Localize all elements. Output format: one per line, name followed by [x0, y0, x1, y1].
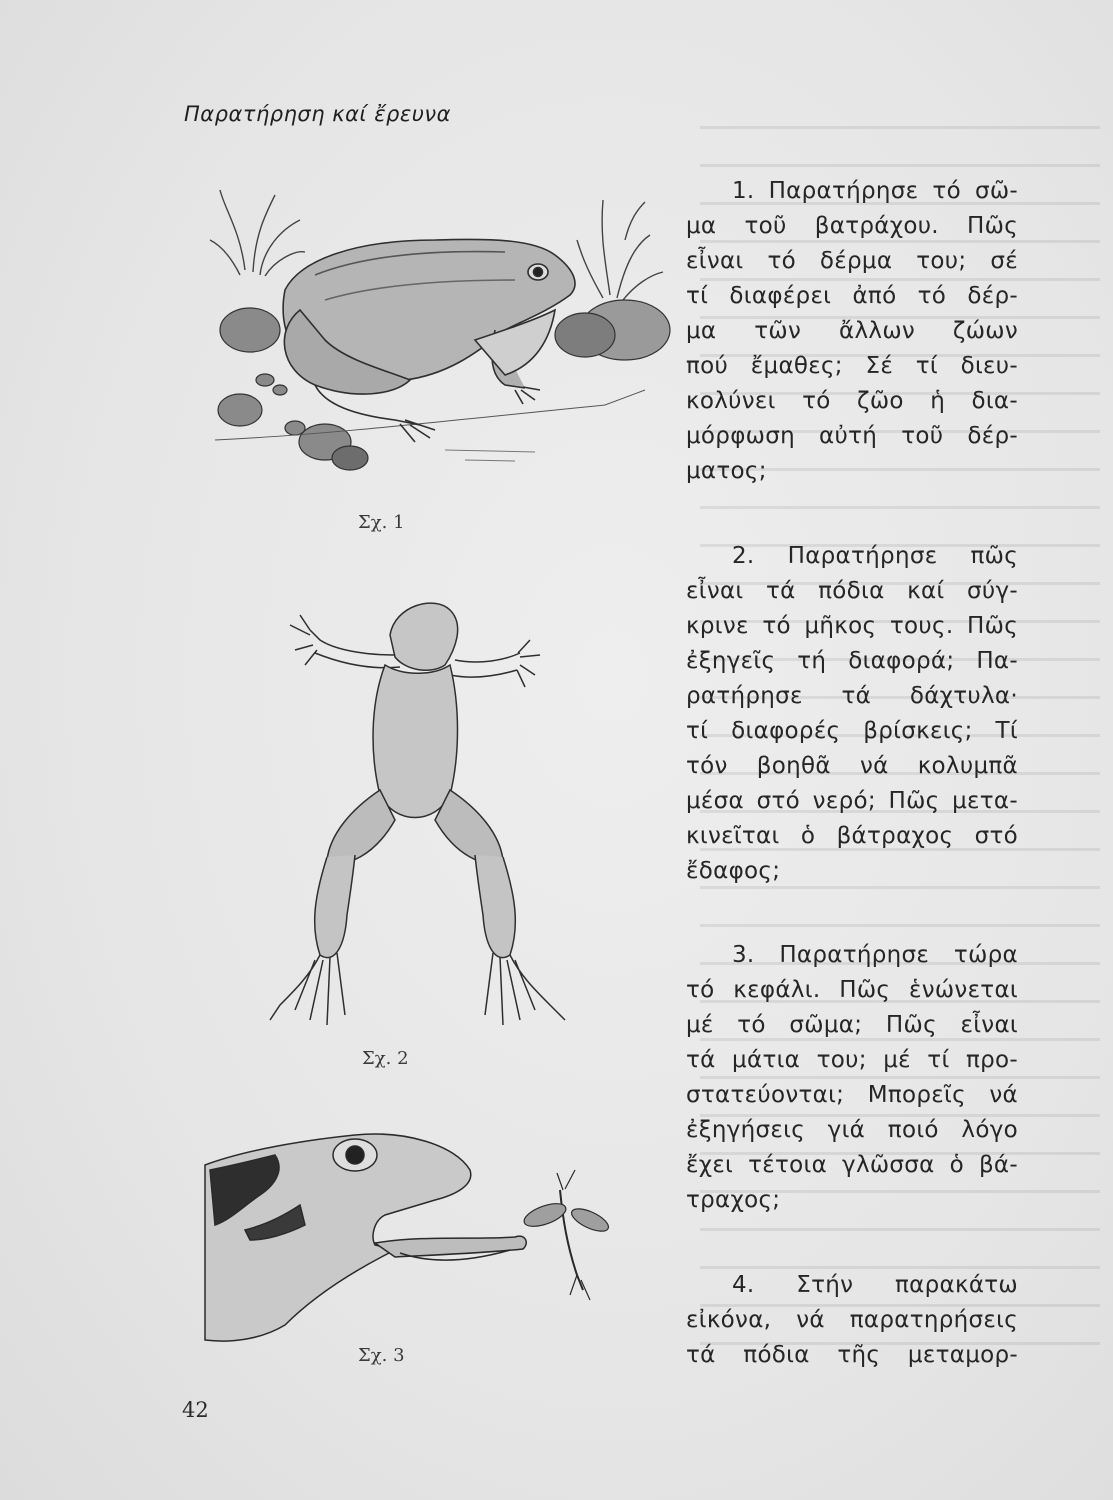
text-line: 2. Παρατήρησε πῶς	[732, 543, 1018, 569]
text-line: τόν βοηθᾶ νά κολυμπᾶ	[686, 753, 1018, 779]
text-line: τά μάτια του; μέ τί προ-	[686, 1047, 1018, 1073]
text-line: στατεύονται; Μπορεῖς νά	[686, 1082, 1018, 1108]
paragraph-1	[686, 174, 1018, 489]
paragraph-2	[686, 539, 1018, 889]
text-line: κρινε τό μῆκος τους. Πῶς	[686, 613, 1018, 639]
text-line: μα τοῦ βατράχου. Πῶς	[686, 213, 1018, 239]
text-line: εἰκόνα, νά παρατηρήσεις	[686, 1307, 1018, 1333]
text-line: 1. Παρατήρησε τό σῶ-	[732, 178, 1018, 204]
text-line: εἶναι τά πόδια καί σύγ-	[686, 578, 1018, 604]
text-line: ἐξηγήσεις γιά ποιό λόγο	[686, 1117, 1018, 1143]
text-line: εἶναι τό δέρμα του; σέ	[686, 248, 1018, 274]
text-line: ρατήρησε τά δάχτυλα·	[686, 683, 1018, 709]
insect-icon	[521, 1170, 611, 1300]
text-line: τά πόδια τῆς μεταμορ-	[686, 1342, 1018, 1368]
text-line: ἔδαφος;	[686, 858, 781, 884]
text-line: τό κεφάλι. Πῶς ἑνώνεται	[686, 977, 1018, 1003]
text-line: μέ τό σῶμα; Πῶς εἶναι	[686, 1012, 1018, 1038]
text-line: ματος;	[686, 458, 767, 484]
figure-caption-2: Σχ. 2	[362, 1048, 409, 1069]
text-line: πού ἔμαθες; Σέ τί διευ-	[686, 353, 1018, 379]
text-line: 3. Παρατήρησε τώρα	[732, 942, 1018, 968]
text-line: κολύνει τό ζῶο ἡ δια-	[686, 388, 1018, 414]
text-line: μα τῶν ἄλλων ζώων	[686, 318, 1018, 344]
frog-tongue-illustration	[205, 1125, 645, 1345]
text-line: μόρφωση αὐτή τοῦ δέρ-	[686, 423, 1018, 449]
text-line: μέσα στό νερό; Πῶς μετα-	[686, 788, 1018, 814]
text-line: ἐξηγεῖς τή διαφορά; Πα-	[686, 648, 1018, 674]
page-number: 42	[182, 1398, 209, 1422]
frog-sitting-illustration	[205, 180, 675, 480]
text-line: ἔχει τέτοια γλῶσσα ὁ βά-	[686, 1152, 1018, 1178]
text-line: 4. Στήν παρακάτω	[732, 1272, 1018, 1298]
paragraph-4	[686, 1268, 1018, 1373]
text-line: τί διαφορές βρίσκεις; Τί	[686, 718, 1018, 744]
frog-body	[283, 239, 575, 442]
text-line: τί διαφέρει ἀπό τό δέρ-	[686, 283, 1018, 309]
figure-caption-1: Σχ. 1	[358, 512, 405, 533]
frog-spread-illustration	[255, 595, 585, 1045]
paragraph-3	[686, 938, 1018, 1218]
figure-caption-3: Σχ. 3	[358, 1345, 405, 1366]
text-line: τραχος;	[686, 1187, 781, 1213]
section-heading: Παρατήρηση καί ἔρευνα	[184, 102, 451, 126]
text-line: κινεῖται ὁ βάτραχος στό	[686, 823, 1018, 849]
